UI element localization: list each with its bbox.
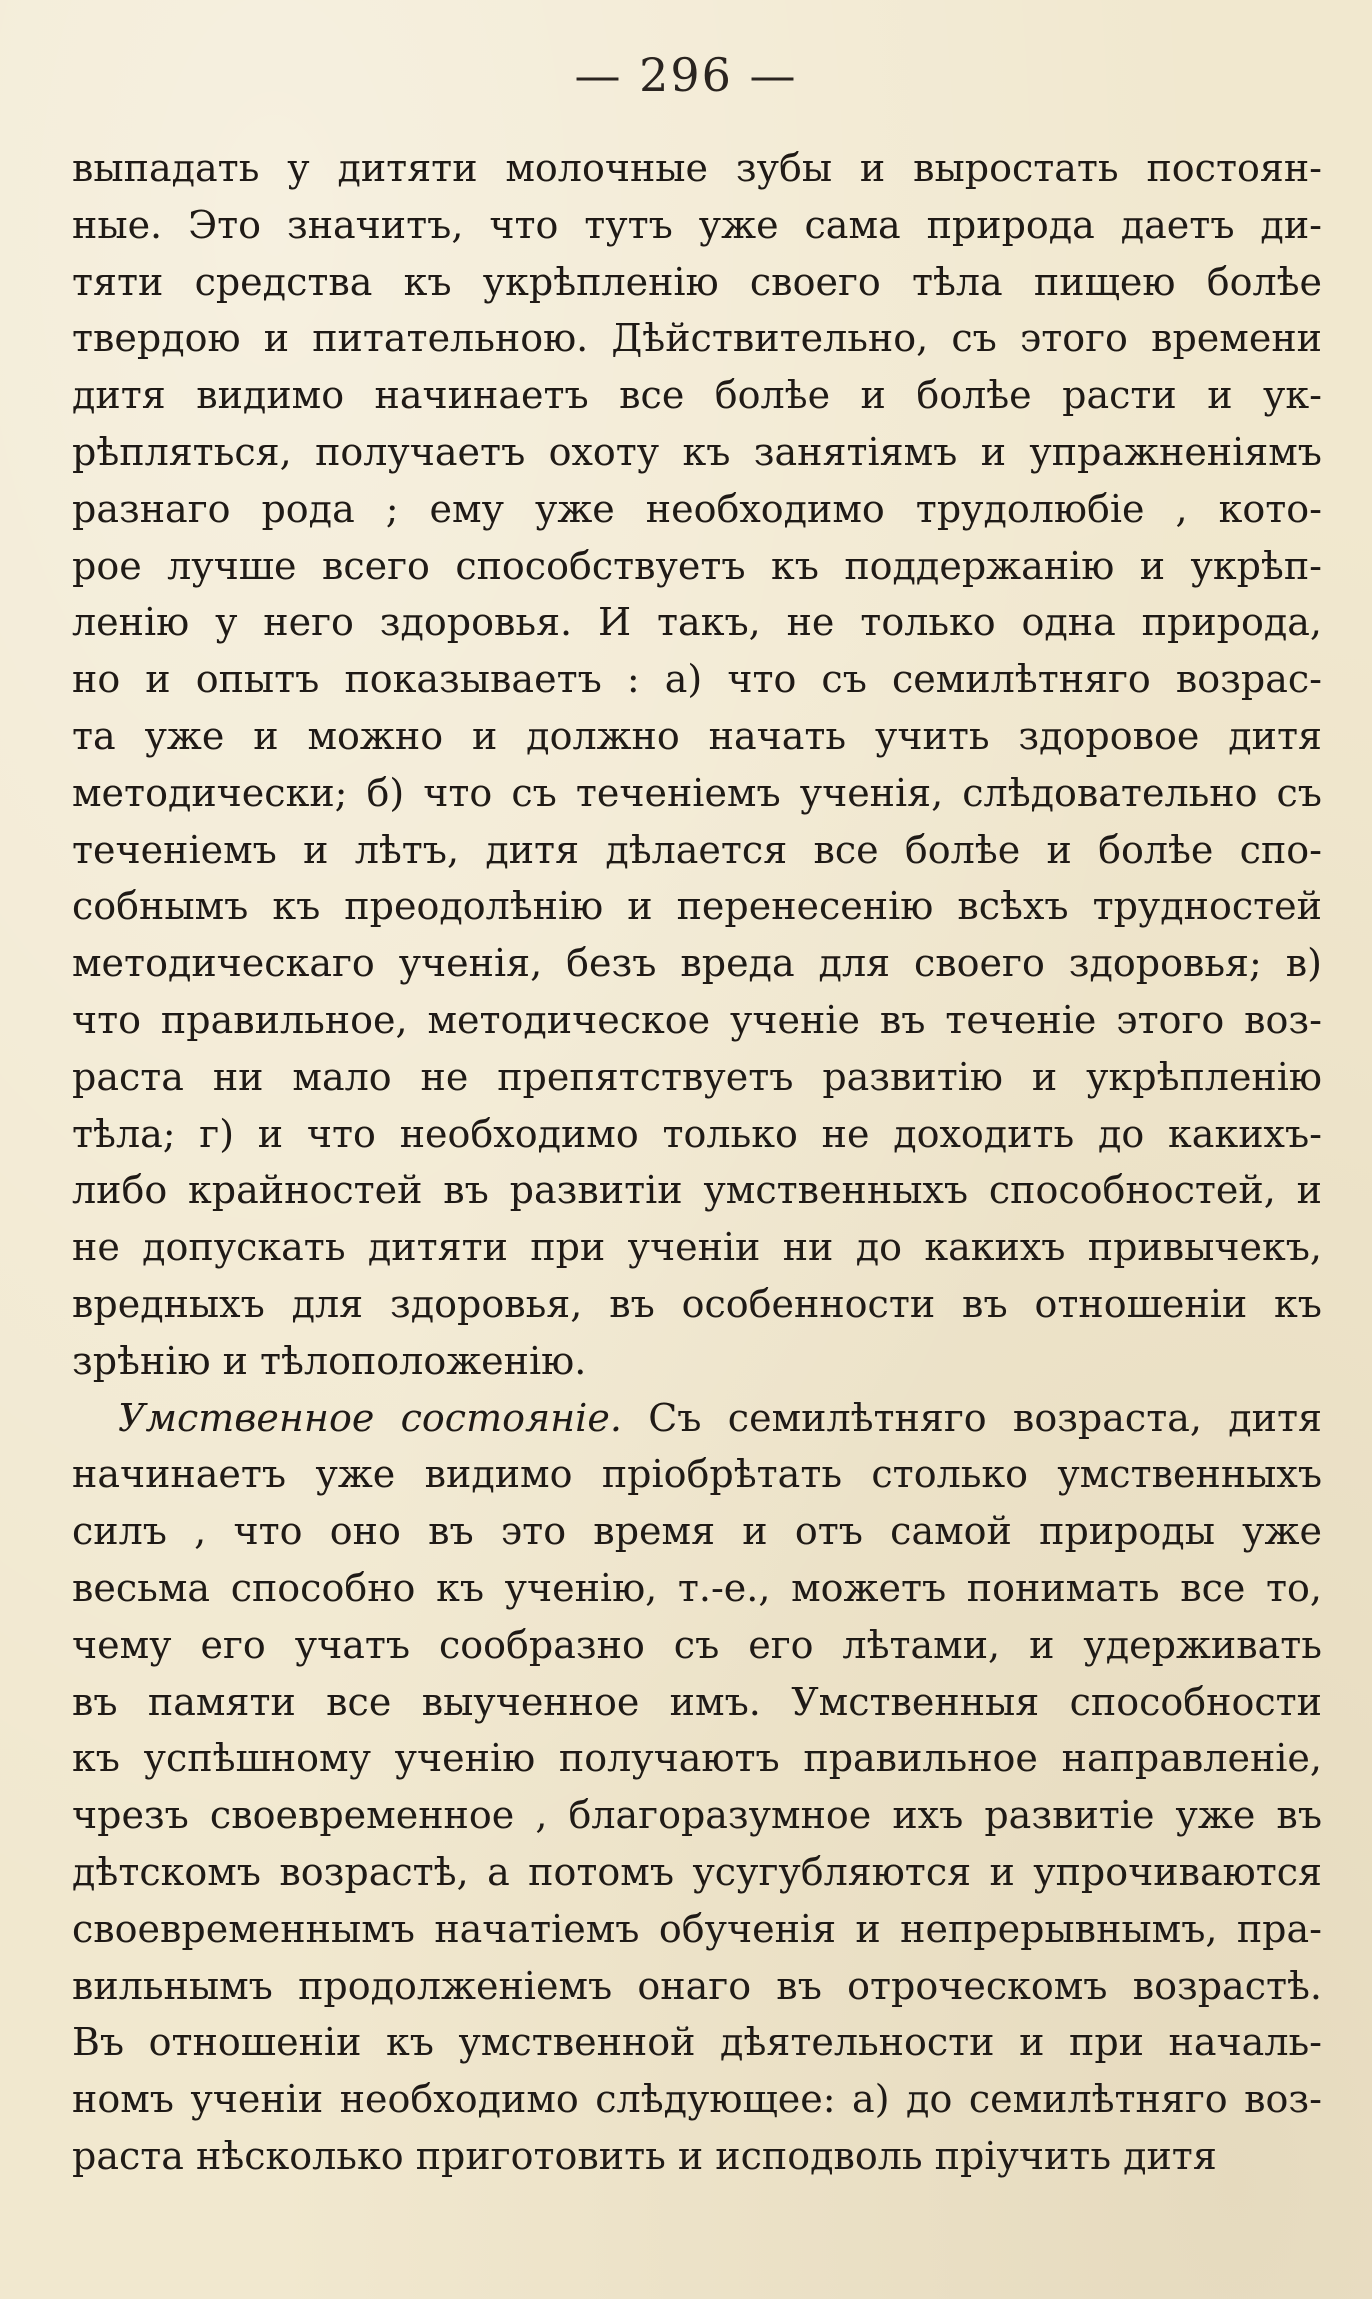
text-line: методически; б) что съ теченіемъ ученія, слѣдовательно съ (72, 770, 1322, 815)
text-line: силъ , что оно въ это время и отъ самой природы уже (72, 1509, 1322, 1554)
text-line: рѣпляться, получаетъ охоту къ занятіямъ и упражненіямъ (72, 429, 1322, 474)
text-line: чрезъ своевременное , благоразумное ихъ развитіе уже въ (72, 1793, 1322, 1838)
text-line: рое лучше всего способствуетъ къ поддержанію и укрѣп- (72, 543, 1322, 588)
text-line: раста ни мало не препятствуетъ развитію и укрѣпленію (72, 1054, 1322, 1099)
text-line: къ успѣшному ученію получаютъ правильное направленіе, (72, 1736, 1322, 1781)
text-line: своевременнымъ начатіемъ обученія и непрерывнымъ, пра- (72, 1906, 1322, 1951)
text-line: выпадать у дитяти молочные зубы и выростать постоян- (72, 146, 1322, 190)
body-text (72, 140, 1322, 2185)
text-line: но и опытъ показываетъ : а) что съ семилѣтняго возрас- (72, 657, 1322, 702)
text-line: тѣла; г) и что необходимо только не доходить до какихъ- (72, 1111, 1322, 1156)
page-number: — 296 — (574, 48, 798, 102)
section-heading-line (72, 1390, 1322, 1447)
text-line: дѣтскомъ возрастѣ, а потомъ усугубляются и упрочиваются (72, 1849, 1322, 1894)
section-heading-continuation: Съ семилѣтняго возраста, дитя (621, 1395, 1322, 1440)
text-line: тяти средства къ укрѣпленію своего тѣла пищею болѣе (72, 259, 1322, 304)
text-line: собнымъ къ преодолѣнію и перенесенію всѣхъ трудностей (72, 884, 1322, 929)
text-line: вильнымъ продолженіемъ онаго въ отроческомъ возрастѣ. (72, 1963, 1322, 2008)
text-line: ленію у него здоровья. И такъ, не только одна природа, (72, 600, 1322, 645)
text-line: Въ отношеніи къ умственной дѣятельности и при началь- (72, 2020, 1322, 2065)
text-line: ные. Это значитъ, что тутъ уже сама природа даетъ ди- (72, 202, 1322, 247)
text-line: дитя видимо начинаетъ все болѣе и болѣе расти и ук- (72, 373, 1322, 418)
text-line: не допускать дитяти при ученіи ни до какихъ привычекъ, (72, 1225, 1322, 1270)
text-line: либо крайностей въ развитіи умственныхъ способностей, и (72, 1168, 1322, 1213)
text-line: теченіемъ и лѣтъ, дитя дѣлается все болѣе и болѣе спо- (72, 827, 1322, 872)
text-line: разнаго рода ; ему уже необходимо трудолюбіе , кото- (72, 486, 1322, 531)
text-line: начинаетъ уже видимо пріобрѣтать столько умственныхъ (72, 1452, 1322, 1497)
text-line: методическаго ученія, безъ вреда для своего здоровья; в) (72, 941, 1322, 986)
text-line: что правильное, методическое ученіе въ теченіе этого воз- (72, 997, 1322, 1042)
text-line: чему его учатъ сообразно съ его лѣтами, и удерживать (72, 1622, 1322, 1667)
text-line: вредныхъ для здоровья, въ особенности въ отношеніи къ (72, 1281, 1322, 1326)
text-line: въ памяти все выученное имъ. Умственныя способности (72, 1679, 1322, 1724)
text-line: та уже и можно и должно начать учить здоровое дитя (72, 713, 1322, 758)
text-line: зрѣнію и тѣлоположенію. (72, 1338, 587, 1383)
text-line: твердою и питательною. Дѣйствительно, съ этого времени (72, 316, 1322, 361)
text-line: номъ ученіи необходимо слѣдующее: а) до семилѣтняго воз- (72, 2077, 1322, 2122)
section-heading: Умственное состояніе. (118, 1395, 622, 1440)
text-line: весьма способно къ ученію, т.-е., можетъ понимать все то, (72, 1565, 1322, 1610)
text-line: раста нѣсколько приготовить и исподволь пріучить дитя (72, 2133, 1217, 2178)
